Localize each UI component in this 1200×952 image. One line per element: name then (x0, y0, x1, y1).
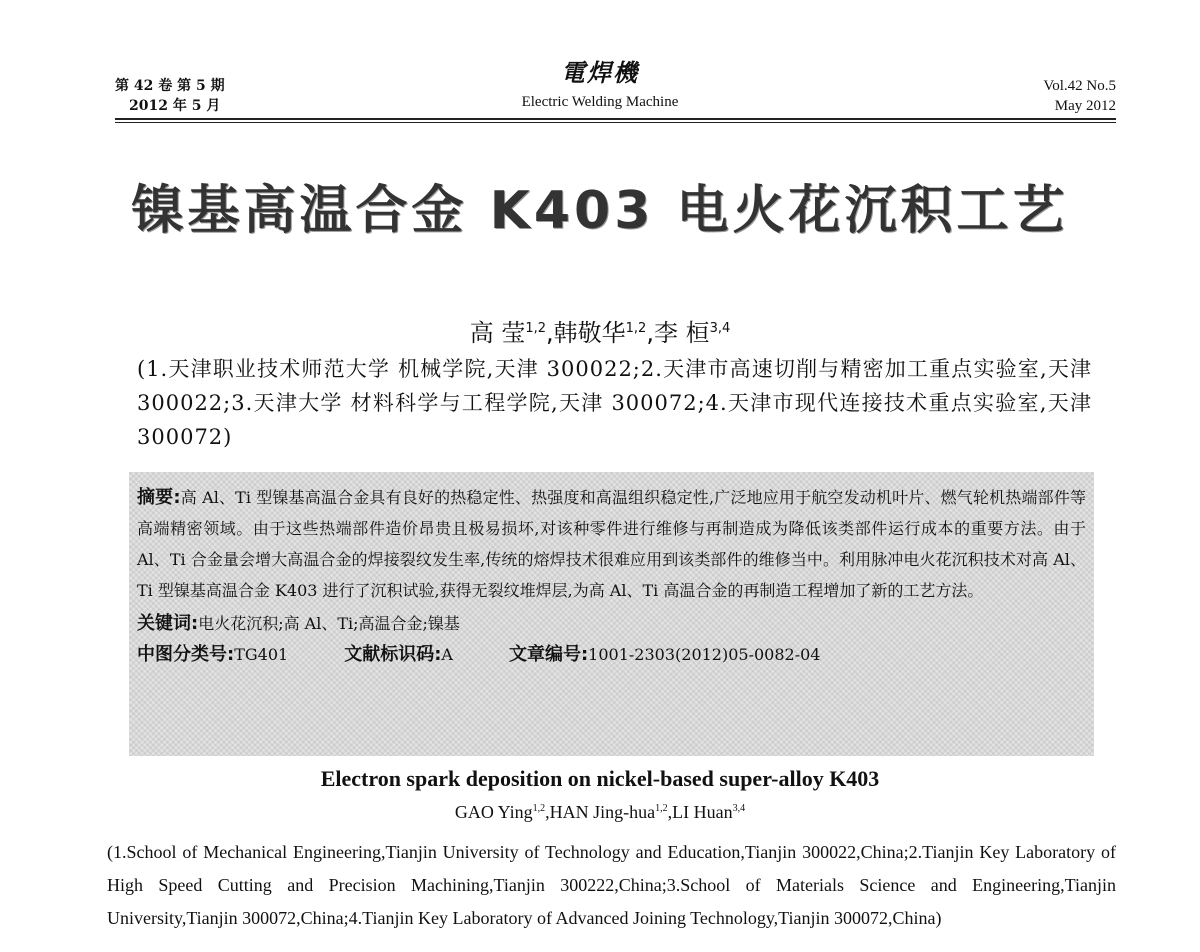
keywords (137, 608, 1086, 639)
author-name-en: LI Huan (672, 802, 733, 822)
author-name-en: HAN Jing-hua (549, 802, 656, 822)
abstract-box (129, 472, 1094, 756)
journal-masthead (0, 58, 1200, 112)
journal-logo-cn: 電焊機 (561, 58, 639, 87)
author-name: 高 莹 (469, 319, 526, 347)
article-title-cn: 镍基高温合金 K403 电火花沉积工艺 (131, 181, 1069, 241)
publication-date-en: May 2012 (1054, 98, 1116, 114)
affiliations-cn: (1.天津职业技术师范大学 机械学院,天津 300022;2.天津市高速切削与精密加工重点实验室,天津 300022;3.天津大学 材料科学与工程学院,天津 300072;4.天津市现代连接技术重点实验室,天津 300072) (137, 357, 1092, 449)
document-code: 文献标识码:A (344, 644, 453, 665)
volume-issue-cn: 第 42 卷 第 5 期 (115, 78, 225, 94)
header-divider-thin (115, 122, 1116, 123)
keywords-text: 电火花沉积;高 Al、Ti;高温合金;镍基 (198, 614, 460, 633)
classification-line (137, 639, 1086, 670)
article-number: 文章编号:1001-2303(2012)05-0082-04 (508, 644, 821, 665)
author-name-en: GAO Ying (454, 802, 533, 822)
author-affiliation-mark: 1,2 (625, 321, 647, 336)
header-divider (115, 118, 1116, 120)
keywords-label: 关键词: (137, 613, 199, 634)
clc-number: 中图分类号:TG401 (137, 644, 289, 665)
journal-issue-info-en (1043, 76, 1116, 116)
abstract (137, 482, 1086, 606)
authors-en: GAO Ying$^{1,2}$,HAN Jing-hua$^{1,2}$,LI Huan$^{3,4}$ (454, 802, 746, 822)
abstract-text: 高 Al、Ti 型镍基高温合金具有良好的热稳定性、热强度和高温组织稳定性,广泛地应用于航空发动机叶片、燃气轮机热端部件等高端精密领域。由于这些热端部件造价昂贵且极易损坏,对该种零件进行维修与再制造成为降低该类部件运行成本的重要方法。由于 Al、Ti 合金量会增大高温合金的焊接裂纹发生率,传统的熔焊技术很难应用到该类部件的维修当中。利用脉冲电火花沉积技术对高 Al、Ti 型镍基高温合金 K403 进行了沉积试验,获得无裂纹堆焊层,为高 Al、Ti 高温合金的再制造工程增加了新的工艺方法。 (137, 488, 1086, 600)
author-affiliation-mark: 3,4 (709, 321, 731, 336)
article-title-en: Electron spark deposition on nickel-based super-alloy K403 (320, 766, 880, 791)
abstract-label: 摘要: (137, 487, 181, 508)
author-affiliation-mark: 1,2 (525, 321, 547, 336)
volume-issue-en: Vol.42 No.5 (1043, 78, 1116, 94)
publication-date-cn: 2012 年 5 月 (129, 98, 221, 114)
author-affiliation-mark: 3,4 (732, 803, 746, 814)
journal-name-en: Electric Welding Machine (521, 94, 679, 110)
author-affiliation-mark: 1,2 (655, 803, 668, 814)
author-affiliation-mark: 1,2 (532, 803, 546, 814)
authors-cn: 高 莹$^{1,2}$,韩敬华$^{1,2}$,李 桓$^{3,4}$ (469, 319, 731, 347)
author-name: 韩敬华 (553, 319, 626, 347)
affiliations-en: (1.School of Mechanical Engineering,Tianjin University of Technology and Education,Tianjin 300022,China;2.Tianjin Key Laboratory of High Speed Cutting and Precision Machining,Tianjin 300222,China;3.School of Materials Science and Engineering,Tianjin University,Tianjin 300072,China;4.Tianjin Key Laboratory of Advanced Joining Technology,Tianjin 300072,China) (107, 842, 1116, 928)
author-name: 李 桓 (653, 319, 710, 347)
